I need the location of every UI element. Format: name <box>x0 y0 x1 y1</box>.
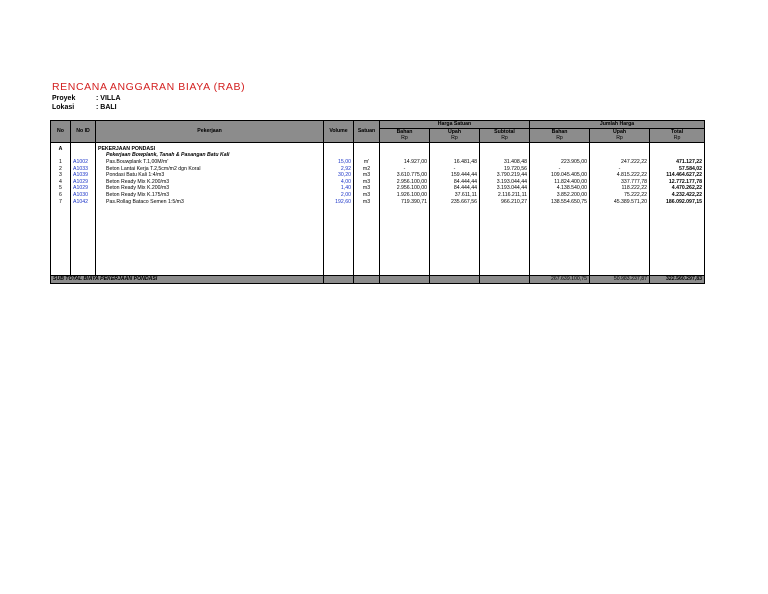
subtotal-bahan: 267.639.100,75 <box>530 276 590 284</box>
table-row: 1 A1002 Pas.Bouwplank T.1,00M/m' 15,00 m' 14.927,00 16.481,48 31.408,48 223.905,00 247.222,22 471.127,22 <box>51 159 705 166</box>
table-row: 4 A1029 Beton Ready Mix K.200/m3 4,00 m3 2.956.100,00 84.444,44 3.193.044,44 11.824.400,00 337.777,78 12.772.177,78 <box>51 179 705 186</box>
header-jh-upah: Upah Rp <box>590 128 650 142</box>
meta-lokasi: Lokasi : BALI <box>52 104 117 111</box>
section-letter: A <box>51 142 71 152</box>
table-row: 6 A1030 Beton Ready Mix K.175/m3 2,00 m3 1.926.100,00 37.611,11 2.116.211,11 3.852.200,00 75.222,22 4.232.422,22 <box>51 192 705 199</box>
subtotal-row <box>51 276 705 284</box>
table-spacer <box>51 205 705 276</box>
section-subtitle: Pekerjaan Bowplank, Tanah & Pasangan Batu Kali <box>96 152 324 159</box>
table-row: 3 A1039 Pondasi Batu Kali 1:4/m3 30,20 m3 3.610.775,00 159.444,44 3.790.219,44 109.045.405,00 4.815.222,22 114.464.627,22 <box>51 172 705 179</box>
subtotal-total: 322.560.297,83 <box>650 276 705 284</box>
header-satuan: Satuan <box>354 121 380 143</box>
header-volume: Volume <box>324 121 354 143</box>
table-row: 2 A1033 Beton Lantai Kerja T.2,5cm/m2 dgn Koral 2,92 m2 - - 19.720,56 - - 57.584,02 <box>51 166 705 173</box>
header-hs-upah: Upah Rp <box>430 128 480 142</box>
section-title: PEKERJAAN PONDASI <box>96 142 324 152</box>
table-row: 5 A1029 Beton Ready Mix K.200/m3 1,40 m3 2.956.100,00 84.444,44 3.193.044,44 4.138.540,00 118.222,22 4.470.262,22 <box>51 185 705 192</box>
header-hs-bahan: Bahan Rp <box>380 128 430 142</box>
subtotal-upah: 50.983.237,87 <box>590 276 650 284</box>
header-no: No <box>51 121 71 143</box>
header-hs-subtotal: Subtotal Rp <box>480 128 530 142</box>
header-harga-satuan: Harga Satuan <box>380 121 530 129</box>
header-no-id: No ID <box>71 121 96 143</box>
table-row: 7 A1042 Pas.Rollag Bataco Semen 1:5/m3 192,60 m3 719.390,71 235.667,56 966.210,27 138.554.650,75 45.389.571,20 186.092.097,15 <box>51 199 705 206</box>
page-title: RENCANA ANGGARAN BIAYA (RAB) <box>52 81 246 93</box>
rab-table <box>50 120 705 284</box>
header-jh-bahan: Bahan Rp <box>530 128 590 142</box>
header-pekerjaan: Pekerjaan <box>96 121 324 143</box>
header-jh-total: Total Rp <box>650 128 705 142</box>
meta-proyek: Proyek : VILLA <box>52 95 121 102</box>
subtotal-label: SUB TOTAL BIAYA PEKERJAAN PONDASI <box>51 276 324 284</box>
header-jumlah-harga: Jumlah Harga <box>530 121 705 129</box>
